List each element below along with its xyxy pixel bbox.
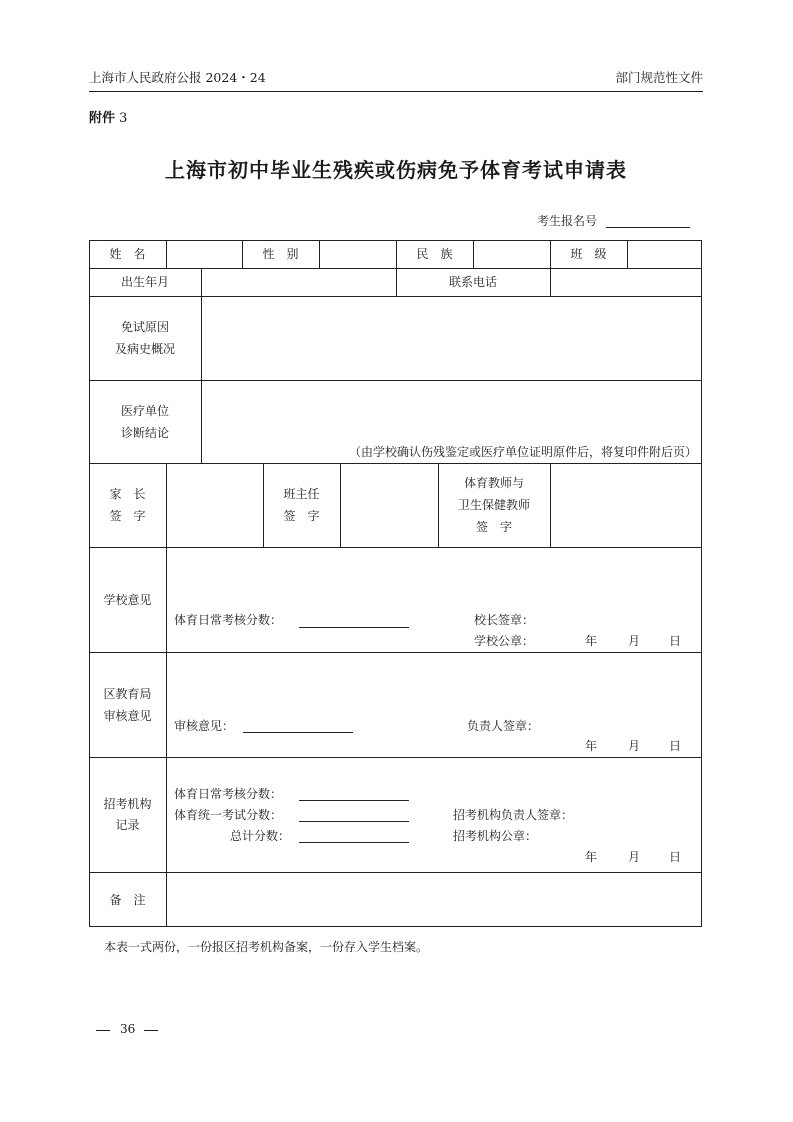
exam-head-sign-label: 招考机构负责人签章： xyxy=(453,808,574,822)
phone-field[interactable] xyxy=(551,269,702,296)
exam-number-label: 考生报名号 xyxy=(537,214,598,228)
parent-label-line1: 家 长 xyxy=(109,487,146,501)
gender-field[interactable] xyxy=(320,241,396,268)
exam-month-label: 月 xyxy=(628,850,641,864)
school-opinion-label: 学校意见 xyxy=(103,593,152,607)
head-teacher-signature-field[interactable] xyxy=(341,464,438,547)
exam-seal-label: 招考机构公章： xyxy=(453,829,538,843)
parent-signature-field[interactable] xyxy=(167,464,263,547)
page-title: 上海市初中毕业生残疾或伤病免予体育考试申请表 xyxy=(165,158,627,182)
attachment-label xyxy=(89,107,127,126)
row-divider xyxy=(89,547,702,548)
district-day-label: 日 xyxy=(669,739,682,753)
gender-label: 性 别 xyxy=(262,247,299,261)
exam-year-label: 年 xyxy=(585,850,598,864)
school-seal-label: 学校公章： xyxy=(474,634,535,648)
exemption-label-line2: 及病史概况 xyxy=(114,342,175,356)
row-divider xyxy=(89,652,702,653)
district-label-line2: 审核意见 xyxy=(103,709,152,723)
exam-office-label-line2: 记录 xyxy=(115,818,140,832)
exam-day-label: 日 xyxy=(669,850,682,864)
pe-teacher-signature-field[interactable] xyxy=(551,464,702,547)
pe-teacher-label-line2: 卫生保健教师 xyxy=(457,498,530,512)
class-field[interactable] xyxy=(628,241,702,268)
page-number: 36 xyxy=(120,1022,136,1036)
district-year-label: 年 xyxy=(585,739,598,753)
district-responsible-label: 负责人签章： xyxy=(467,719,540,733)
head-teacher-label-line1: 班主任 xyxy=(283,487,320,501)
row-divider xyxy=(89,757,702,758)
phone-label: 联系电话 xyxy=(448,275,497,289)
exam-unified-score-field[interactable] xyxy=(299,821,409,822)
district-month-label: 月 xyxy=(628,739,641,753)
page-dash-right xyxy=(144,1030,158,1031)
school-month-label: 月 xyxy=(628,634,641,648)
exemption-reason-field[interactable] xyxy=(202,297,702,380)
class-label: 班 级 xyxy=(570,247,607,261)
diagnosis-label-line2: 诊断结论 xyxy=(120,426,169,440)
remarks-label: 备 注 xyxy=(109,893,146,907)
exam-office-label-line1: 招考机构 xyxy=(103,797,152,811)
pe-teacher-label-line3: 签 字 xyxy=(475,520,512,534)
gazette-header-right: 部门规范性文件 xyxy=(615,70,703,85)
exam-total-score-label: 总计分数： xyxy=(230,829,291,843)
parent-label-line2: 签 字 xyxy=(109,509,146,523)
ethnicity-label: 民 族 xyxy=(416,247,453,261)
exam-number-field[interactable] xyxy=(606,227,690,228)
gazette-header-left: 上海市人民政府公报 2024・24 xyxy=(89,70,266,85)
head-teacher-label-line2: 签 字 xyxy=(283,509,320,523)
diagnosis-label-line1: 医疗单位 xyxy=(120,404,169,418)
footnote: 本表一式两份，一份报区招考机构备案，一份存入学生档案。 xyxy=(104,940,429,954)
name-field[interactable] xyxy=(167,241,242,268)
school-year-label: 年 xyxy=(585,634,598,648)
district-opinion-field[interactable] xyxy=(243,732,353,733)
attachment-word: 附件 xyxy=(89,111,116,126)
school-score-label: 体育日常考核分数： xyxy=(174,613,283,627)
school-day-label: 日 xyxy=(669,634,682,648)
exam-total-score-field[interactable] xyxy=(299,842,409,843)
ethnicity-field[interactable] xyxy=(474,241,550,268)
exam-daily-score-label: 体育日常考核分数： xyxy=(174,787,283,801)
birth-label: 出生年月 xyxy=(120,275,169,289)
header-divider xyxy=(89,91,703,92)
exam-unified-score-label: 体育统一考试分数： xyxy=(174,808,283,822)
page-dash-left xyxy=(96,1030,110,1031)
remarks-field[interactable] xyxy=(167,873,702,927)
birth-field[interactable] xyxy=(202,269,396,296)
name-label: 姓 名 xyxy=(109,247,146,261)
diagnosis-note: （由学校确认伤残鉴定或医疗单位证明原件后，将复印件附后页） xyxy=(348,445,697,459)
principal-sign-label: 校长签章： xyxy=(474,613,535,627)
district-opinion-label: 审核意见： xyxy=(174,719,235,733)
exemption-label-line1: 免试原因 xyxy=(120,320,169,334)
attachment-number: 3 xyxy=(119,111,128,126)
exam-daily-score-field[interactable] xyxy=(299,800,409,801)
pe-teacher-label-line1: 体育教师与 xyxy=(463,476,524,490)
school-score-field[interactable] xyxy=(299,627,409,628)
district-label-line1: 区教育局 xyxy=(103,687,152,701)
